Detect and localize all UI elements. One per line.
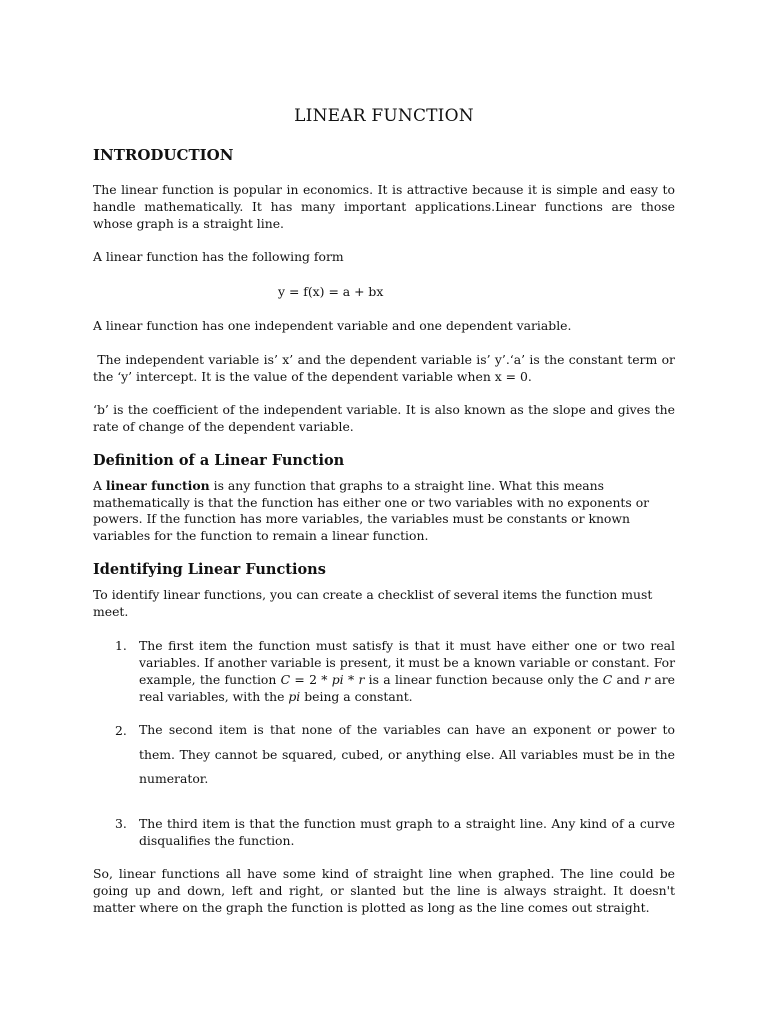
list-item-3-text: The third item is that the function must graph to a straight line. Any kind of a curve disqualifies the function. (139, 816, 675, 848)
list-item-number: 3. (115, 816, 127, 831)
variables-line: A linear function has one independent variable and one dependent variable. (93, 318, 572, 333)
variable-c: C (280, 672, 291, 687)
list-item-1-part: * (343, 672, 359, 687)
variable-r: r (644, 672, 651, 687)
list-item-1-part: = 2 * (290, 672, 332, 687)
identifying-paragraph: To identify linear functions, you can create a checklist of several items the function must meet. (93, 587, 653, 619)
list-item-1-text (139, 637, 675, 705)
list-item-number: 1. (115, 638, 127, 653)
closing-paragraph: So, linear functions all have some kind of straight line when graphed. The line could be going up and down, left and right, or slanted but the line is always straight. It doesn't matter where on the graph the function is plotted as long as the line comes out straight. (93, 866, 675, 915)
variable-pi: pi (288, 689, 301, 704)
independent-variable-paragraph: The independent variable is’ x’ and the dependent variable is’ y’.‘a’ is the constant term or the ‘y’ intercept. It is the value of the dependent variable when x = 0. (93, 352, 679, 384)
list-item-number: 2. (115, 723, 127, 738)
list-item-1-part: are real variables, with the (139, 672, 675, 704)
document-title: LINEAR FUNCTION (294, 106, 474, 126)
definition-prefix: A (93, 478, 106, 493)
form-line: A linear function has the following form (93, 249, 344, 264)
identifying-heading: Identifying Linear Functions (93, 561, 326, 578)
variable-pi: pi (331, 672, 344, 687)
definition-term: linear function (105, 478, 210, 493)
definition-paragraph (93, 478, 675, 544)
intro-paragraph: The linear function is popular in economics. It is attractive because it is simple and easy to handle mathematically. It has many important applications.Linear functions are those whose graph is a straight line. (93, 182, 675, 231)
variable-r: r (358, 672, 365, 687)
coefficient-paragraph: ‘b’ is the coefficient of the independent variable. It is also known as the slope and gives the rate of change of the dependent variable. (93, 402, 675, 434)
list-item-1-part: being a constant. (300, 689, 413, 704)
definition-heading: Definition of a Linear Function (93, 452, 345, 469)
list-item-1-part: The first item the function must satisfy is that it must have either one or two real variables. If another variable is present, it must be a known variable or constant. For example, the function (139, 638, 675, 687)
equation: y = f(x) = a + bx (278, 284, 384, 299)
list-item-1-part: and (612, 672, 645, 687)
list-item-2-text: The second item is that none of the variables can have an exponent or power to them. They cannot be squared, cubed, or anything else. All variables must be in the numerator. (139, 722, 675, 786)
introduction-heading: INTRODUCTION (93, 146, 234, 164)
list-item-1-part: is a linear function because only the (364, 672, 603, 687)
variable-c: C (602, 672, 613, 687)
definition-body: is any function that graphs to a straight line. What this means mathematically is that the function has either one or two variables with no exponents or powers. If the function has more variables, the variables must be constants or known variables for the function to remain a linear function. (93, 478, 650, 543)
